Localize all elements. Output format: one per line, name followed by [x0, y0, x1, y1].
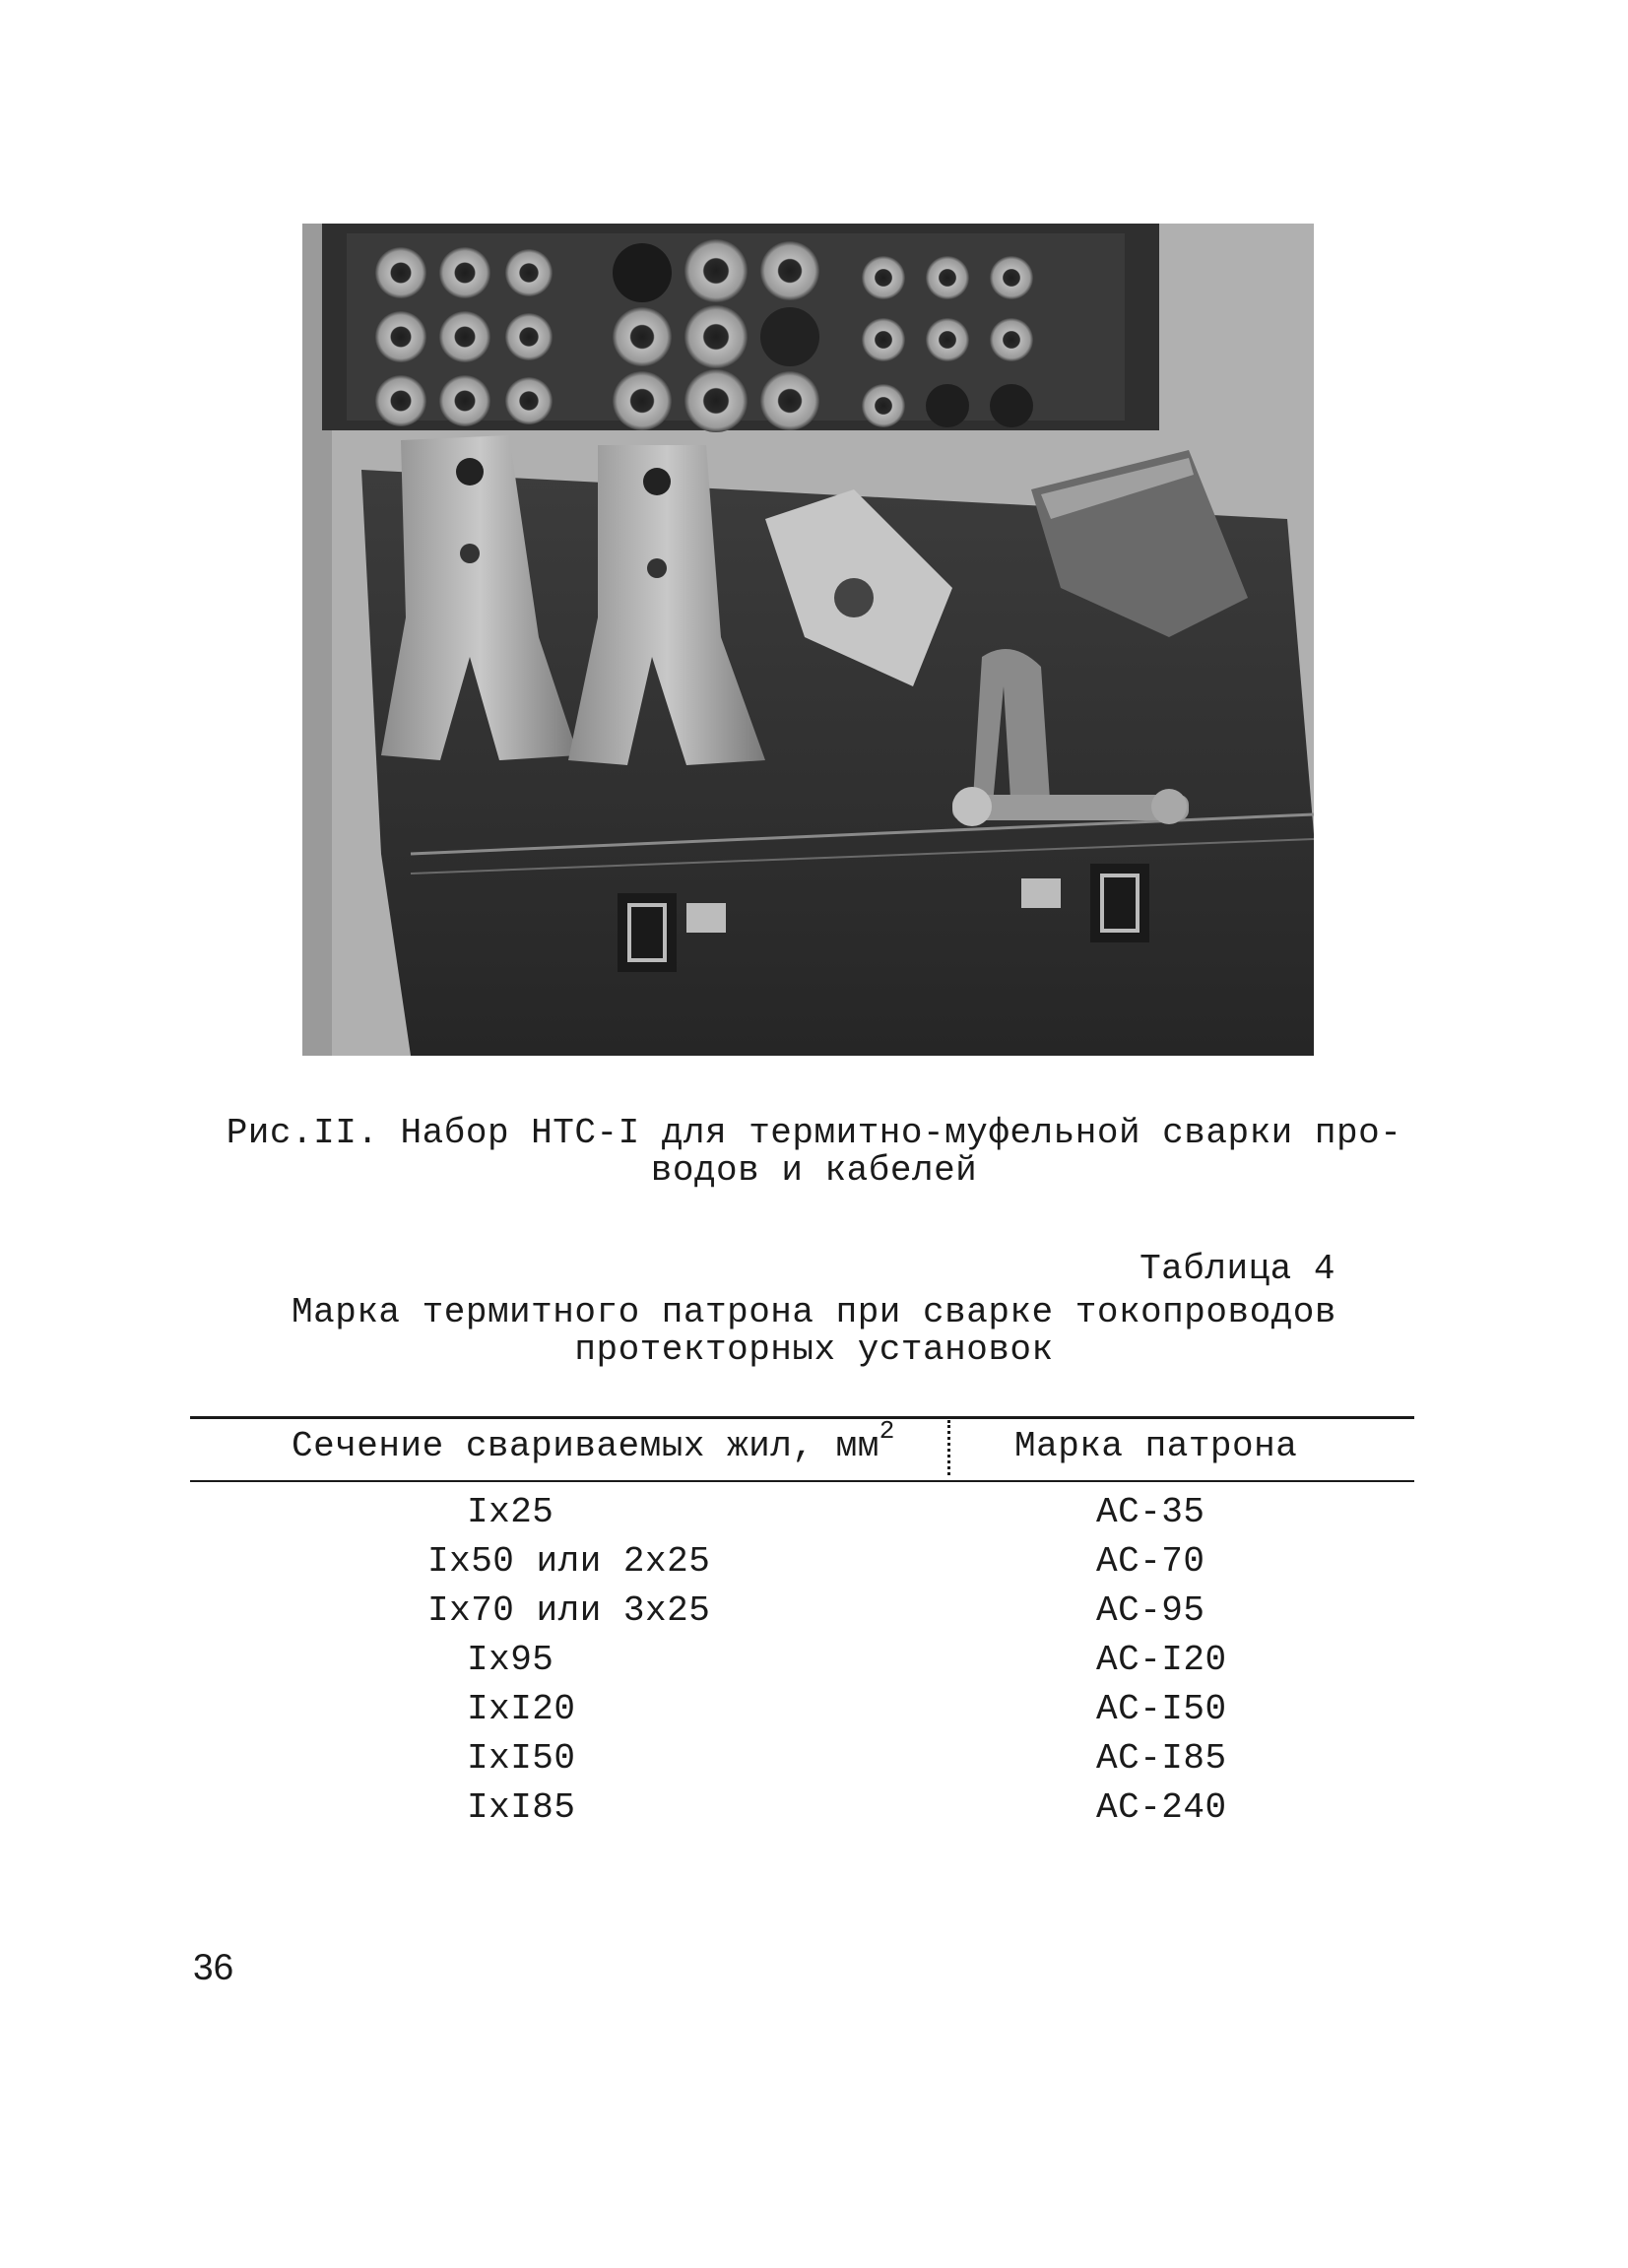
table-number: Таблица 4 [1140, 1249, 1335, 1289]
table-header-separator [947, 1420, 950, 1475]
table-header-rule [190, 1480, 1414, 1482]
table-cell-section: IхI85 [467, 1787, 576, 1828]
table-row [0, 1689, 1628, 1738]
figure-caption-line-2: водов и кабелей [650, 1150, 978, 1191]
table-title-line-2: протекторных установок [574, 1329, 1054, 1370]
table-row [0, 1492, 1628, 1541]
table-title [197, 1294, 1431, 1369]
table-row [0, 1541, 1628, 1590]
table-row [0, 1640, 1628, 1689]
kit-photo [302, 224, 1314, 1056]
table-title-line-1: Марка термитного патрона при сварке токопроводов [292, 1292, 1336, 1332]
kit-photo-illustration [302, 224, 1314, 1056]
table-row [0, 1787, 1628, 1837]
table-cell-cartridge: АС-70 [1096, 1541, 1205, 1582]
table-top-rule [190, 1416, 1414, 1419]
table-cell-cartridge: АС-240 [1096, 1787, 1227, 1828]
table-cell-cartridge: АС-I50 [1096, 1689, 1227, 1729]
table-cell-section: IхI50 [467, 1738, 576, 1779]
figure-caption [197, 1115, 1431, 1190]
table-cell-cartridge: АС-95 [1096, 1590, 1205, 1631]
table-cell-cartridge: АС-I85 [1096, 1738, 1227, 1779]
table-header-cartridge: Марка патрона [1014, 1426, 1298, 1466]
figure-caption-line-1: Рис.II. Набор НТС-I для термитно-муфельной сварки про- [226, 1113, 1402, 1153]
table-cell-section: Iх25 [467, 1492, 554, 1532]
table-row [0, 1590, 1628, 1640]
table-cell-section: Iх50 или 2х25 [427, 1541, 711, 1582]
table-cell-cartridge: АС-35 [1096, 1492, 1205, 1532]
table-row [0, 1738, 1628, 1787]
page-number: 36 [193, 1947, 234, 1987]
table-cell-section: Iх95 [467, 1640, 554, 1680]
table-header-section [292, 1416, 895, 1466]
table-header-section-text: Сечение свариваемых жил, мм [292, 1426, 879, 1466]
table-cell-section: Iх70 или 3х25 [427, 1590, 711, 1631]
table-cell-cartridge: АС-I20 [1096, 1640, 1227, 1680]
table-cell-section: IхI20 [467, 1689, 576, 1729]
table-header-section-unit-exponent: 2 [879, 1416, 895, 1446]
